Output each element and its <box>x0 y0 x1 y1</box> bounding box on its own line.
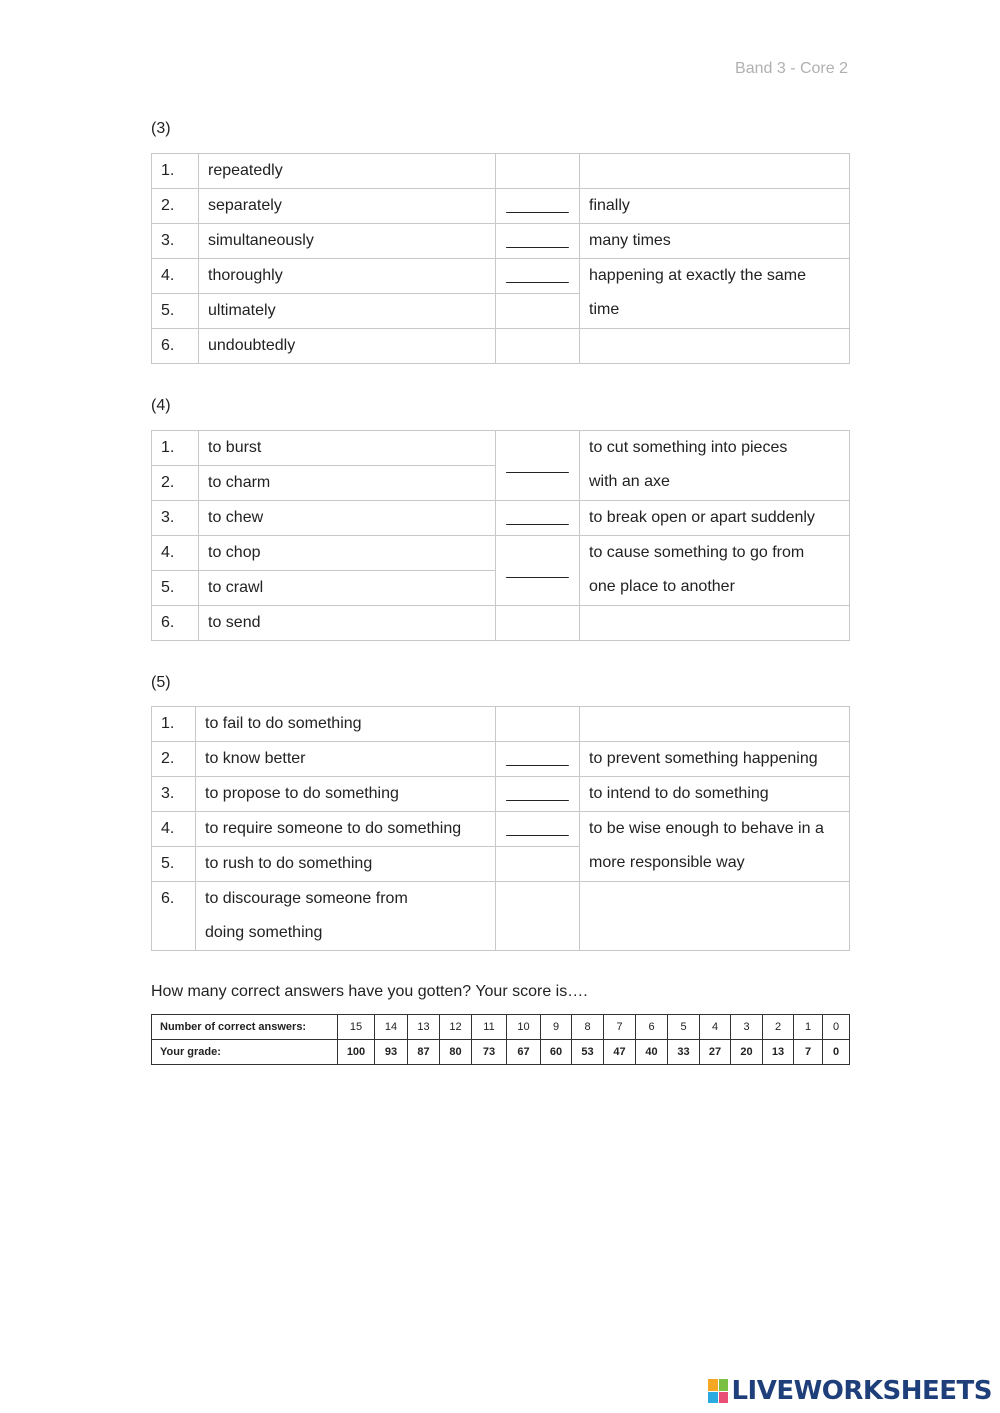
correct-count: 6 <box>636 1015 668 1040</box>
answer-blank[interactable] <box>496 154 580 189</box>
grade-value: 33 <box>668 1040 700 1065</box>
correct-count: 7 <box>604 1015 636 1040</box>
grade-value: 47 <box>604 1040 636 1065</box>
item-word: to rush to do something <box>196 847 496 882</box>
item-number: 6. <box>152 329 199 364</box>
correct-answers-label: Number of correct answers: <box>152 1015 338 1040</box>
item-number: 6. <box>152 882 196 951</box>
grade-value: 100 <box>338 1040 375 1065</box>
item-word: to crawl <box>199 571 496 606</box>
answer-blank[interactable]: _______ <box>496 777 580 812</box>
matching-table-5 <box>151 706 850 951</box>
item-number: 6. <box>152 606 199 641</box>
definition: to intend to do something <box>580 777 850 812</box>
item-number: 1. <box>152 154 199 189</box>
item-number: 4. <box>152 536 199 571</box>
answer-blank[interactable] <box>496 882 580 951</box>
item-word: to burst <box>199 431 496 466</box>
item-word: to discourage someone from doing something <box>196 882 496 951</box>
item-word: separately <box>199 189 496 224</box>
definition: many times <box>580 224 850 259</box>
answer-blank[interactable]: _______ <box>496 224 580 259</box>
item-word: to send <box>199 606 496 641</box>
answer-blank[interactable]: _______ <box>496 189 580 224</box>
answer-blank[interactable] <box>496 329 580 364</box>
definition: happening at exactly the same time <box>580 259 850 329</box>
item-word: to chop <box>199 536 496 571</box>
grade-value: 0 <box>823 1040 850 1065</box>
correct-count: 2 <box>763 1015 794 1040</box>
answer-blank[interactable]: _______ <box>496 812 580 847</box>
definition: to prevent something happening <box>580 742 850 777</box>
item-word: to charm <box>199 466 496 501</box>
correct-count: 13 <box>408 1015 440 1040</box>
correct-count: 11 <box>472 1015 507 1040</box>
definition: to cut something into pieces with an axe <box>580 431 850 501</box>
correct-count: 1 <box>794 1015 823 1040</box>
answer-blank[interactable] <box>496 294 580 329</box>
score-question: How many correct answers have you gotten? Your score is…. <box>151 983 588 1000</box>
item-number: 5. <box>152 847 196 882</box>
grade-value: 60 <box>541 1040 572 1065</box>
correct-count: 15 <box>338 1015 375 1040</box>
correct-count: 12 <box>440 1015 472 1040</box>
item-number: 3. <box>152 501 199 536</box>
matching-table-4 <box>151 430 850 641</box>
correct-count: 3 <box>731 1015 763 1040</box>
answer-blank[interactable]: _______ <box>496 259 580 294</box>
item-word: to chew <box>199 501 496 536</box>
answer-blank[interactable]: _______ <box>496 501 580 536</box>
answer-blank[interactable]: _______ <box>496 742 580 777</box>
section-label-4: (4) <box>151 397 171 414</box>
item-number: 3. <box>152 224 199 259</box>
logo-square <box>719 1379 729 1391</box>
item-number: 5. <box>152 294 199 329</box>
item-word: to fail to do something <box>196 707 496 742</box>
grade-value: 73 <box>472 1040 507 1065</box>
grade-value: 93 <box>375 1040 408 1065</box>
grade-value: 20 <box>731 1040 763 1065</box>
grade-label: Your grade: <box>152 1040 338 1065</box>
grade-value: 80 <box>440 1040 472 1065</box>
correct-count: 8 <box>572 1015 604 1040</box>
answer-blank[interactable] <box>496 606 580 641</box>
correct-count: 9 <box>541 1015 572 1040</box>
item-word: undoubtedly <box>199 329 496 364</box>
correct-count: 4 <box>700 1015 731 1040</box>
grade-value: 67 <box>507 1040 541 1065</box>
item-word: ultimately <box>199 294 496 329</box>
definition: finally <box>580 189 850 224</box>
item-number: 4. <box>152 259 199 294</box>
grade-value: 40 <box>636 1040 668 1065</box>
matching-table-3 <box>151 153 850 364</box>
score-table <box>151 1014 850 1065</box>
answer-blank[interactable] <box>496 707 580 742</box>
liveworksheets-logo[interactable] <box>708 1377 992 1405</box>
logo-square <box>719 1392 729 1404</box>
section-label-3: (3) <box>151 120 171 137</box>
logo-mark-icon <box>708 1379 728 1403</box>
logo-text: LIVEWORKSHEETS <box>731 1376 992 1406</box>
item-number: 2. <box>152 466 199 501</box>
grade-value: 87 <box>408 1040 440 1065</box>
answer-blank[interactable] <box>496 847 580 882</box>
grade-value: 53 <box>572 1040 604 1065</box>
logo-square <box>708 1392 718 1404</box>
item-word: to require someone to do something <box>196 812 496 847</box>
grade-value: 27 <box>700 1040 731 1065</box>
item-word: repeatedly <box>199 154 496 189</box>
logo-square <box>708 1379 718 1391</box>
definition: to cause something to go from one place to another <box>580 536 850 606</box>
item-word: to know better <box>196 742 496 777</box>
grade-value: 13 <box>763 1040 794 1065</box>
item-word: to propose to do something <box>196 777 496 812</box>
item-number: 3. <box>152 777 196 812</box>
definition: to be wise enough to behave in a more responsible way <box>580 812 850 882</box>
page-header: Band 3 - Core 2 <box>735 60 848 77</box>
correct-count: 0 <box>823 1015 850 1040</box>
item-number: 2. <box>152 742 196 777</box>
correct-count: 14 <box>375 1015 408 1040</box>
item-number: 1. <box>152 707 196 742</box>
item-number: 1. <box>152 431 199 466</box>
grades-row <box>152 1040 850 1065</box>
item-number: 5. <box>152 571 199 606</box>
answer-blank[interactable]: _______ <box>496 431 580 501</box>
answer-blank[interactable]: _______ <box>496 536 580 606</box>
item-number: 4. <box>152 812 196 847</box>
correct-answers-row <box>152 1015 850 1040</box>
correct-count: 5 <box>668 1015 700 1040</box>
item-word: thoroughly <box>199 259 496 294</box>
item-word: simultaneously <box>199 224 496 259</box>
definition: to break open or apart suddenly <box>580 501 850 536</box>
correct-count: 10 <box>507 1015 541 1040</box>
section-label-5: (5) <box>151 674 171 691</box>
grade-value: 7 <box>794 1040 823 1065</box>
item-number: 2. <box>152 189 199 224</box>
